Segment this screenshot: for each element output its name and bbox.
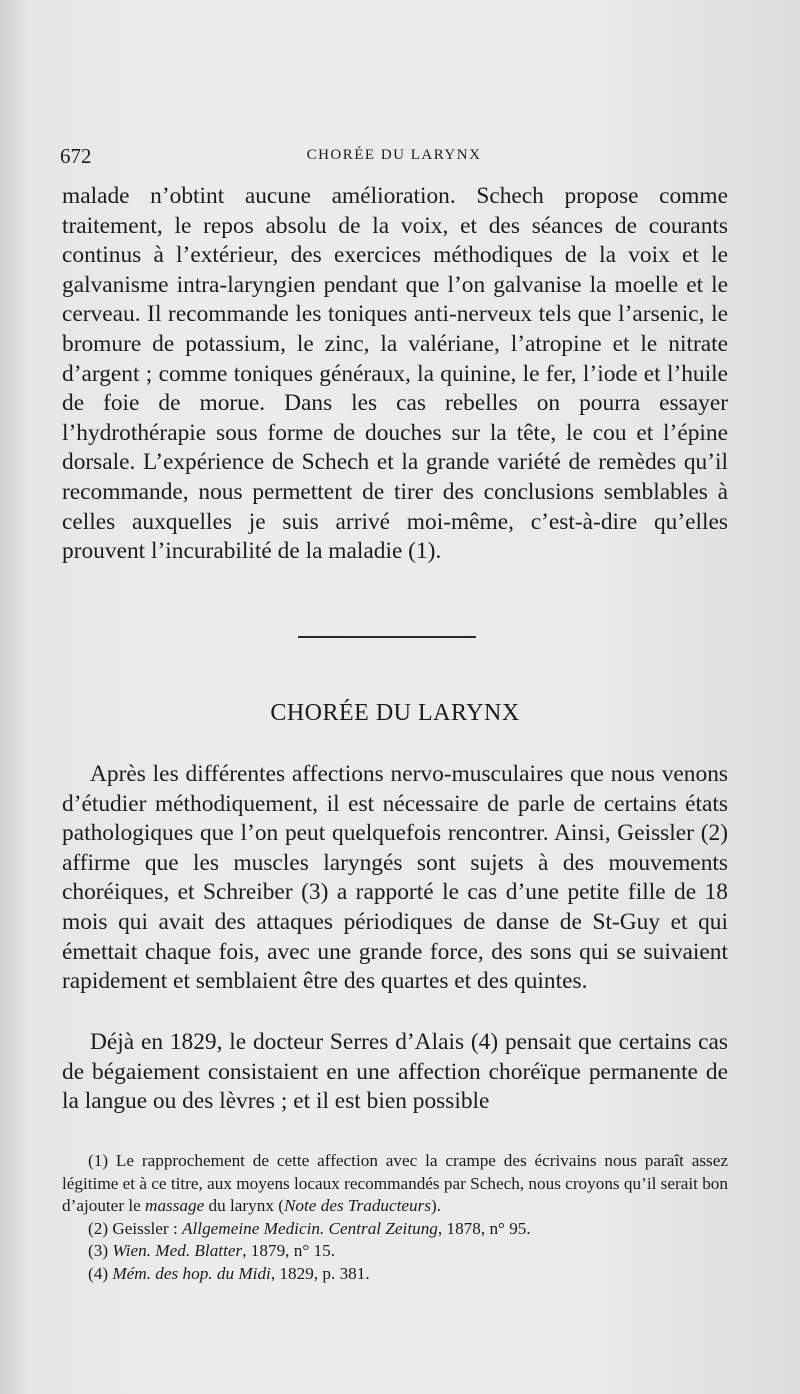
footnote-3-end: , 1879, n° 15. — [242, 1241, 335, 1261]
footnote-4-end: , 1829, p. 381. — [270, 1263, 370, 1283]
page-number: 672 — [60, 144, 92, 168]
section-divider — [298, 636, 476, 638]
page-header — [60, 144, 728, 170]
footnote-1-end: ). — [431, 1196, 442, 1216]
footnote-3 — [62, 1240, 728, 1263]
paragraph-3-text: Déjà en 1829, le docteur Serres d’Alais (4) pensait que certains cas de bégaiement consistaient en une affection choréïque permanente de la langue ou des lèvres ; et il est bien possible — [62, 1029, 728, 1115]
footnotes — [62, 1150, 728, 1286]
footnote-1-note: Note des Traducteurs — [283, 1196, 432, 1216]
footnote-2-title: Allgemeine Medicin. Central Zeitung — [182, 1218, 438, 1238]
footnote-2-end: , 1878, n° 95. — [437, 1218, 531, 1238]
paragraph-treatment — [62, 182, 728, 567]
footnote-1-text: (1) Le rapprochement de cette affection avec la crampe des écrivains nous paraît assez légitime et à ce titre, aux moyens locaux recommandés par Schech, nous croyons qu’il serait bon d’ajouter le — [62, 1151, 728, 1216]
footnote-2 — [62, 1218, 728, 1241]
footnote-1-italic: massage — [145, 1196, 205, 1216]
footnote-3-num: (3) — [88, 1241, 109, 1261]
footnote-4-title: Mém. des hop. du Midi — [112, 1263, 271, 1283]
paragraph-stammering — [62, 1028, 728, 1117]
footnote-3-title: Wien. Med. Blatter — [112, 1241, 243, 1261]
footnote-1-mid: du larynx ( — [208, 1196, 284, 1216]
paragraph-1-text: malade n’obtint aucune amélioration. Schech propose comme traitement, le repos absolu de la voix, et des séances de courants continus à l’extérieur, des exercices méthodiques de la voix et le galvanisme intra-laryngien pendant que l’on galvanise la moelle et le cerveau. Il recommande les toniques anti-nerveux tels que l’arsenic, le bromure de potassium, le zinc, la valériane, l’atropine et le nitrate d’argent ; comme toniques généraux, la quinine, le fer, l’iode et l’huile de foie de morue. Dans les cas rebelles on pourra essayer l’hydrothérapie sous forme de douches sur la tête, le cou et l’épine dorsale. L’expérience de Schech et la grande variété de remèdes qu’il recommande, nous permettent de tirer des conclusions semblables à celles auxquelles je suis arrivé moi-même, c’est-à-dire qu’elles prouvent l’incurabilité de la maladie (1). — [62, 183, 728, 565]
paragraph-chorea-intro — [62, 760, 728, 997]
section-title: CHORÉE DU LARYNX — [270, 700, 520, 726]
paragraph-2-text: Après les différentes affections nervo-musculaires que nous venons d’étudier méthodiquement, il est nécessaire de parle de certains états pathologiques que l’on peut quelquefois rencontrer. Ainsi, Geissler (2) affirme que les muscles laryngés sont sujets à des mouvements choréiques, et Schreiber (3) a rapporté le cas d’une petite fille de 18 mois qui avait des attaques périodiques de danse de St-Guy et qui émettait chaque fois, avec une grande force, des sons qui se suivaient rapidement et semblaient être des quartes et des quintes. — [62, 761, 728, 995]
footnote-2-num: (2) Geissler : — [88, 1218, 178, 1238]
running-title: CHORÉE DU LARYNX — [306, 147, 482, 163]
footnote-1 — [62, 1150, 728, 1218]
footnote-4-num: (4) — [88, 1263, 109, 1283]
footnote-4 — [62, 1263, 728, 1286]
